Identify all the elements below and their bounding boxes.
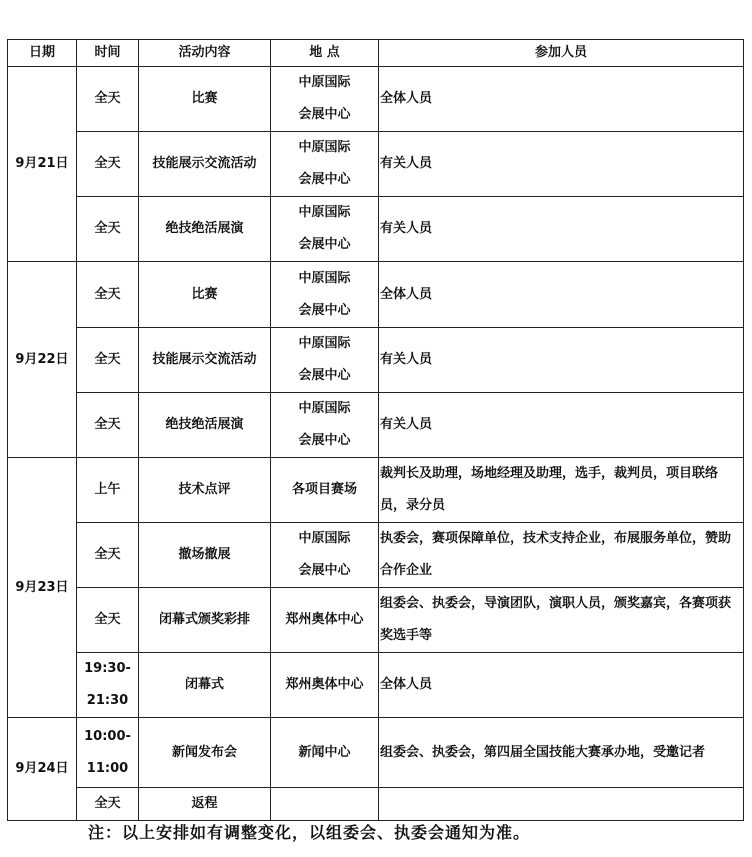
venue-line: 会展中心	[298, 107, 351, 122]
time-line: 全天	[94, 156, 121, 171]
venue-line: 会展中心	[298, 433, 351, 448]
table-row	[8, 393, 744, 458]
time-line: 19:30-	[84, 661, 131, 676]
table-row	[8, 328, 744, 393]
activity-cell: 闭幕式颁奖彩排	[139, 588, 271, 653]
venue-cell	[271, 132, 379, 197]
venue-line: 中原国际	[298, 336, 351, 351]
participants-cell: 组委会、执委会，导演团队，演职人员，颁奖嘉宾，各赛项获奖选手等	[379, 588, 744, 653]
activity-cell: 新闻发布会	[139, 718, 271, 788]
time-cell	[77, 718, 139, 788]
time-line: 上午	[94, 482, 121, 497]
venue-cell	[271, 197, 379, 262]
table-row	[8, 197, 744, 262]
time-cell	[77, 132, 139, 197]
time-line: 全天	[94, 547, 121, 562]
venue-line: 会展中心	[298, 172, 351, 187]
activity-cell: 技能展示交流活动	[139, 132, 271, 197]
table-row	[8, 718, 744, 788]
date-cell: 9月24日	[8, 718, 77, 821]
participants-cell: 有关人员	[379, 328, 744, 393]
venue-cell	[271, 393, 379, 458]
time-line: 10:00-	[84, 728, 131, 744]
date-cell: 9月21日	[8, 67, 77, 262]
time-line: 全天	[94, 221, 121, 236]
time-cell	[77, 197, 139, 262]
activity-cell: 返程	[139, 788, 271, 821]
activity-cell: 技能展示交流活动	[139, 328, 271, 393]
time-line: 11:00	[86, 760, 129, 776]
venue-cell	[271, 788, 379, 821]
venue-cell	[271, 523, 379, 588]
participants-cell: 有关人员	[379, 393, 744, 458]
time-line: 全天	[94, 91, 121, 106]
venue-line: 会展中心	[298, 237, 351, 252]
venue-cell	[271, 328, 379, 393]
time-line: 全天	[94, 286, 121, 302]
venue-cell	[271, 458, 379, 523]
time-cell	[77, 788, 139, 821]
participants-cell: 有关人员	[379, 132, 744, 197]
time-line: 全天	[94, 796, 121, 811]
activity-cell: 比赛	[139, 67, 271, 132]
header-row	[8, 40, 744, 67]
header-activity: 活动内容	[139, 40, 271, 67]
activity-cell: 撤场撤展	[139, 523, 271, 588]
table-row	[8, 653, 744, 718]
time-cell	[77, 588, 139, 653]
venue-line: 中原国际	[298, 531, 351, 546]
footnote: 注：以上安排如有调整变化，以组委会、执委会通知为准。	[88, 823, 531, 842]
venue-line: 各项目赛场	[291, 482, 357, 497]
venue-cell	[271, 718, 379, 788]
venue-line: 会展中心	[298, 563, 351, 578]
table-row	[8, 262, 744, 328]
time-line: 全天	[94, 612, 121, 627]
activity-cell: 绝技绝活展演	[139, 393, 271, 458]
date-cell: 9月23日	[8, 458, 77, 718]
header-date: 日期	[8, 40, 77, 67]
participants-cell: 全体人员	[379, 262, 744, 328]
venue-line: 中原国际	[298, 140, 351, 155]
participants-cell: 裁判长及助理，场地经理及助理，选手，裁判员，项目联络员，录分员	[379, 458, 744, 523]
time-line: 21:30	[86, 693, 129, 708]
activity-cell: 闭幕式	[139, 653, 271, 718]
table-row	[8, 458, 744, 523]
venue-line: 中原国际	[298, 75, 351, 90]
venue-cell	[271, 653, 379, 718]
participants-cell	[379, 788, 744, 821]
time-cell	[77, 523, 139, 588]
venue-cell	[271, 588, 379, 653]
participants-cell: 全体人员	[379, 653, 744, 718]
time-cell	[77, 262, 139, 328]
time-cell	[77, 653, 139, 718]
header-venue: 地 点	[271, 40, 379, 67]
table-row	[8, 67, 744, 132]
date-cell: 9月22日	[8, 262, 77, 458]
time-cell	[77, 328, 139, 393]
venue-line: 中原国际	[298, 270, 351, 286]
activity-cell: 绝技绝活展演	[139, 197, 271, 262]
activity-cell: 比赛	[139, 262, 271, 328]
venue-line: 会展中心	[298, 302, 351, 318]
participants-cell: 执委会，赛项保障单位，技术支持企业，布展服务单位，赞助合作企业	[379, 523, 744, 588]
time-cell	[77, 67, 139, 132]
table-row	[8, 588, 744, 653]
activity-cell: 技术点评	[139, 458, 271, 523]
time-line: 全天	[94, 352, 121, 367]
venue-cell	[271, 262, 379, 328]
time-cell	[77, 458, 139, 523]
participants-cell: 全体人员	[379, 67, 744, 132]
venue-line: 郑州奥体中心	[285, 677, 364, 692]
venue-line: 中原国际	[298, 401, 351, 416]
time-cell	[77, 393, 139, 458]
header-time: 时间	[77, 40, 139, 67]
schedule-table	[7, 39, 744, 821]
table-row	[8, 132, 744, 197]
participants-cell: 组委会、执委会，第四届全国技能大赛承办地，受邀记者	[379, 718, 744, 788]
venue-line: 会展中心	[298, 368, 351, 383]
venue-line: 新闻中心	[298, 744, 351, 760]
time-line: 全天	[94, 417, 121, 432]
header-participants: 参加人员	[379, 40, 744, 67]
venue-line: 郑州奥体中心	[285, 612, 364, 627]
participants-cell: 有关人员	[379, 197, 744, 262]
venue-cell	[271, 67, 379, 132]
table-row	[8, 523, 744, 588]
venue-line: 中原国际	[298, 205, 351, 220]
table-row	[8, 788, 744, 821]
